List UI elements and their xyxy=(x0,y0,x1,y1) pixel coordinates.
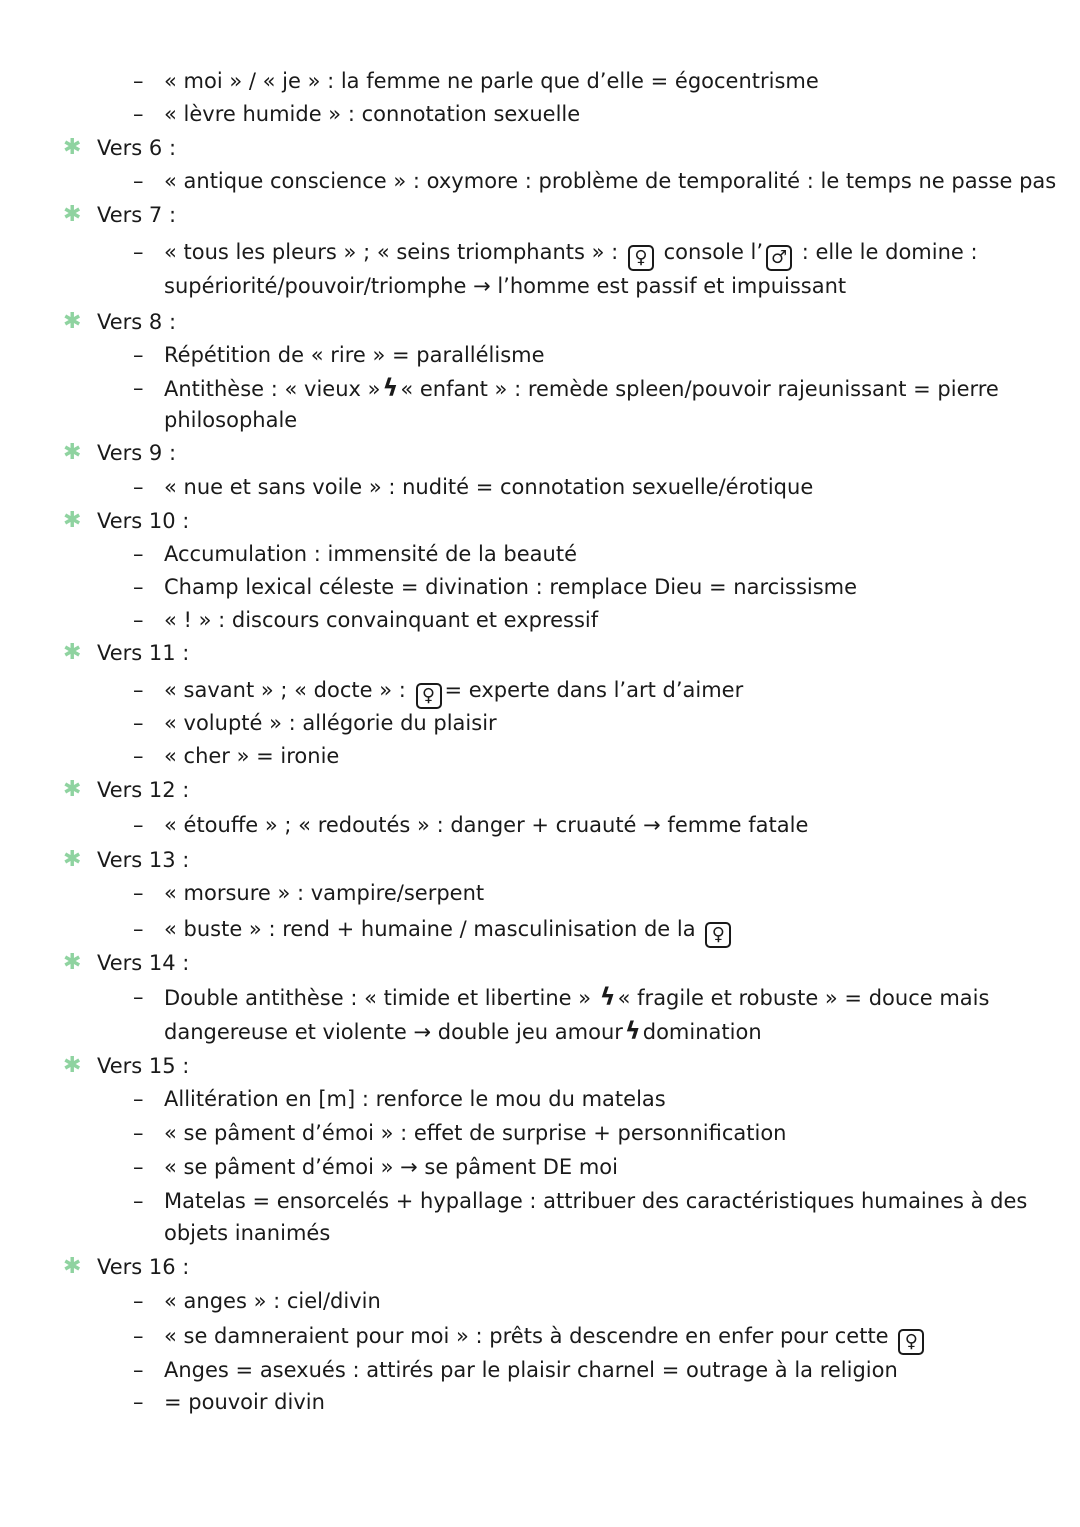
vers-label: Vers 16 : xyxy=(97,1255,190,1279)
note-segment: Antithèse : « vieux » xyxy=(164,377,381,401)
dash-bullet: – xyxy=(133,711,144,735)
note-segment: : elle le domine : xyxy=(801,240,978,264)
note-text: « se pâment d’émoi » → se pâment DE moi xyxy=(164,1155,618,1179)
asterisk-bullet-icon: ✱ xyxy=(63,309,82,334)
note-segment: « se damneraient pour moi » : prêts à descendre en enfer pour cette xyxy=(164,1324,889,1348)
dash-bullet: – xyxy=(133,813,144,837)
dash-bullet: – xyxy=(133,1189,144,1213)
asterisk-bullet-icon: ✱ xyxy=(63,777,82,802)
dash-bullet: – xyxy=(133,744,144,768)
note-text: « volupté » : allégorie du plaisir xyxy=(164,711,497,735)
note-text: objets inanimés xyxy=(164,1221,331,1245)
vers-label: Vers 6 : xyxy=(97,136,177,160)
note-text: « ! » : discours convainquant et expressif xyxy=(164,608,599,632)
note-segment: console l’ xyxy=(663,240,764,264)
dash-bullet: – xyxy=(133,343,144,367)
note-text xyxy=(164,913,734,948)
vers-label: Vers 10 : xyxy=(97,509,190,533)
note-segment: « buste » : rend + humaine / masculinisation de la xyxy=(164,917,696,941)
note-segment: domination xyxy=(642,1020,762,1044)
dash-bullet: – xyxy=(133,69,144,93)
dash-bullet: – xyxy=(133,1324,144,1348)
note-text: supériorité/pouvoir/triomphe → l’homme est passif et impuissant xyxy=(164,274,847,298)
note-text: Champ lexical céleste = divination : remplace Dieu = narcissisme xyxy=(164,575,858,599)
dash-bullet: – xyxy=(133,1121,144,1145)
note-text: philosophale xyxy=(164,408,298,432)
note-text: « moi » / « je » : la femme ne parle que d’elle = égocentrisme xyxy=(164,69,819,93)
lightning-bolt-icon: ϟ xyxy=(382,374,399,402)
asterisk-bullet-icon: ✱ xyxy=(63,950,82,975)
dash-bullet: – xyxy=(133,608,144,632)
vers-label: Vers 8 : xyxy=(97,310,177,334)
dash-bullet: – xyxy=(133,678,144,702)
dash-bullet: – xyxy=(133,169,144,193)
asterisk-bullet-icon: ✱ xyxy=(63,1053,82,1078)
vers-label: Vers 9 : xyxy=(97,441,177,465)
note-text: Matelas = ensorcelés + hypallage : attribuer des caractéristiques humaines à des xyxy=(164,1189,1028,1213)
dash-bullet: – xyxy=(133,881,144,905)
dash-bullet: – xyxy=(133,985,144,1009)
note-text: = pouvoir divin xyxy=(164,1390,325,1414)
vers-label: Vers 13 : xyxy=(97,848,190,872)
dash-bullet: – xyxy=(133,1289,144,1313)
note-text xyxy=(164,236,978,271)
dash-bullet: – xyxy=(133,475,144,499)
female-symbol-icon: ♀ xyxy=(705,922,731,948)
asterisk-bullet-icon: ✱ xyxy=(63,440,82,465)
note-text xyxy=(164,372,999,405)
note-segment: Double antithèse : « timide et libertine » xyxy=(164,986,592,1010)
vers-label: Vers 11 : xyxy=(97,641,190,665)
note-text xyxy=(164,1320,927,1355)
vers-label: Vers 15 : xyxy=(97,1054,190,1078)
note-text: Anges = asexués : attirés par le plaisir charnel = outrage à la religion xyxy=(164,1358,898,1382)
dash-bullet: – xyxy=(133,1390,144,1414)
note-text: « se pâment d’émoi » : effet de surprise + personnification xyxy=(164,1121,787,1145)
dash-bullet: – xyxy=(133,575,144,599)
male-symbol-icon: ♂ xyxy=(766,245,792,271)
vers-label: Vers 14 : xyxy=(97,951,190,975)
dash-bullet: – xyxy=(133,917,144,941)
asterisk-bullet-icon: ✱ xyxy=(63,1254,82,1279)
dash-bullet: – xyxy=(133,1155,144,1179)
asterisk-bullet-icon: ✱ xyxy=(63,508,82,533)
note-text xyxy=(164,1015,762,1048)
note-text: « morsure » : vampire/serpent xyxy=(164,881,485,905)
note-text xyxy=(164,981,989,1014)
vers-label: Vers 12 : xyxy=(97,778,190,802)
note-text: Allitération en [m] : renforce le mou du matelas xyxy=(164,1087,666,1111)
asterisk-bullet-icon: ✱ xyxy=(63,202,82,227)
note-segment: = experte dans l’art d’aimer xyxy=(444,678,744,702)
note-text: « étouffe » ; « redoutés » : danger + cruauté → femme fatale xyxy=(164,813,809,837)
note-segment: « fragile et robuste » = douce mais xyxy=(617,986,990,1010)
dash-bullet: – xyxy=(133,542,144,566)
note-text: Accumulation : immensité de la beauté xyxy=(164,542,577,566)
note-segment: « enfant » : remède spleen/pouvoir rajeunissant = pierre xyxy=(400,377,999,401)
note-text: « antique conscience » : oxymore : problème de temporalité : le temps ne passe pas xyxy=(164,169,1057,193)
note-text: « lèvre humide » : connotation sexuelle xyxy=(164,102,581,126)
asterisk-bullet-icon: ✱ xyxy=(63,847,82,872)
dash-bullet: – xyxy=(133,1087,144,1111)
dash-bullet: – xyxy=(133,102,144,126)
asterisk-bullet-icon: ✱ xyxy=(63,640,82,665)
lightning-bolt-icon: ϟ xyxy=(599,983,616,1011)
female-symbol-icon: ♀ xyxy=(628,245,654,271)
note-text: « anges » : ciel/divin xyxy=(164,1289,381,1313)
note-segment: « savant » ; « docte » : xyxy=(164,678,406,702)
female-symbol-icon: ♀ xyxy=(898,1329,924,1355)
note-segment: dangereuse et violente → double jeu amour xyxy=(164,1020,623,1044)
dash-bullet: – xyxy=(133,240,144,264)
lightning-bolt-icon: ϟ xyxy=(624,1017,641,1045)
note-segment: « tous les pleurs » ; « seins triomphants » : xyxy=(164,240,619,264)
dash-bullet: – xyxy=(133,376,144,400)
note-text xyxy=(164,674,743,709)
vers-label: Vers 7 : xyxy=(97,203,177,227)
note-text: « nue et sans voile » : nudité = connotation sexuelle/érotique xyxy=(164,475,814,499)
dash-bullet: – xyxy=(133,1358,144,1382)
note-text: Répétition de « rire » = parallélisme xyxy=(164,343,545,367)
note-text: « cher » = ironie xyxy=(164,744,340,768)
female-symbol-icon: ♀ xyxy=(416,683,442,709)
asterisk-bullet-icon: ✱ xyxy=(63,135,82,160)
